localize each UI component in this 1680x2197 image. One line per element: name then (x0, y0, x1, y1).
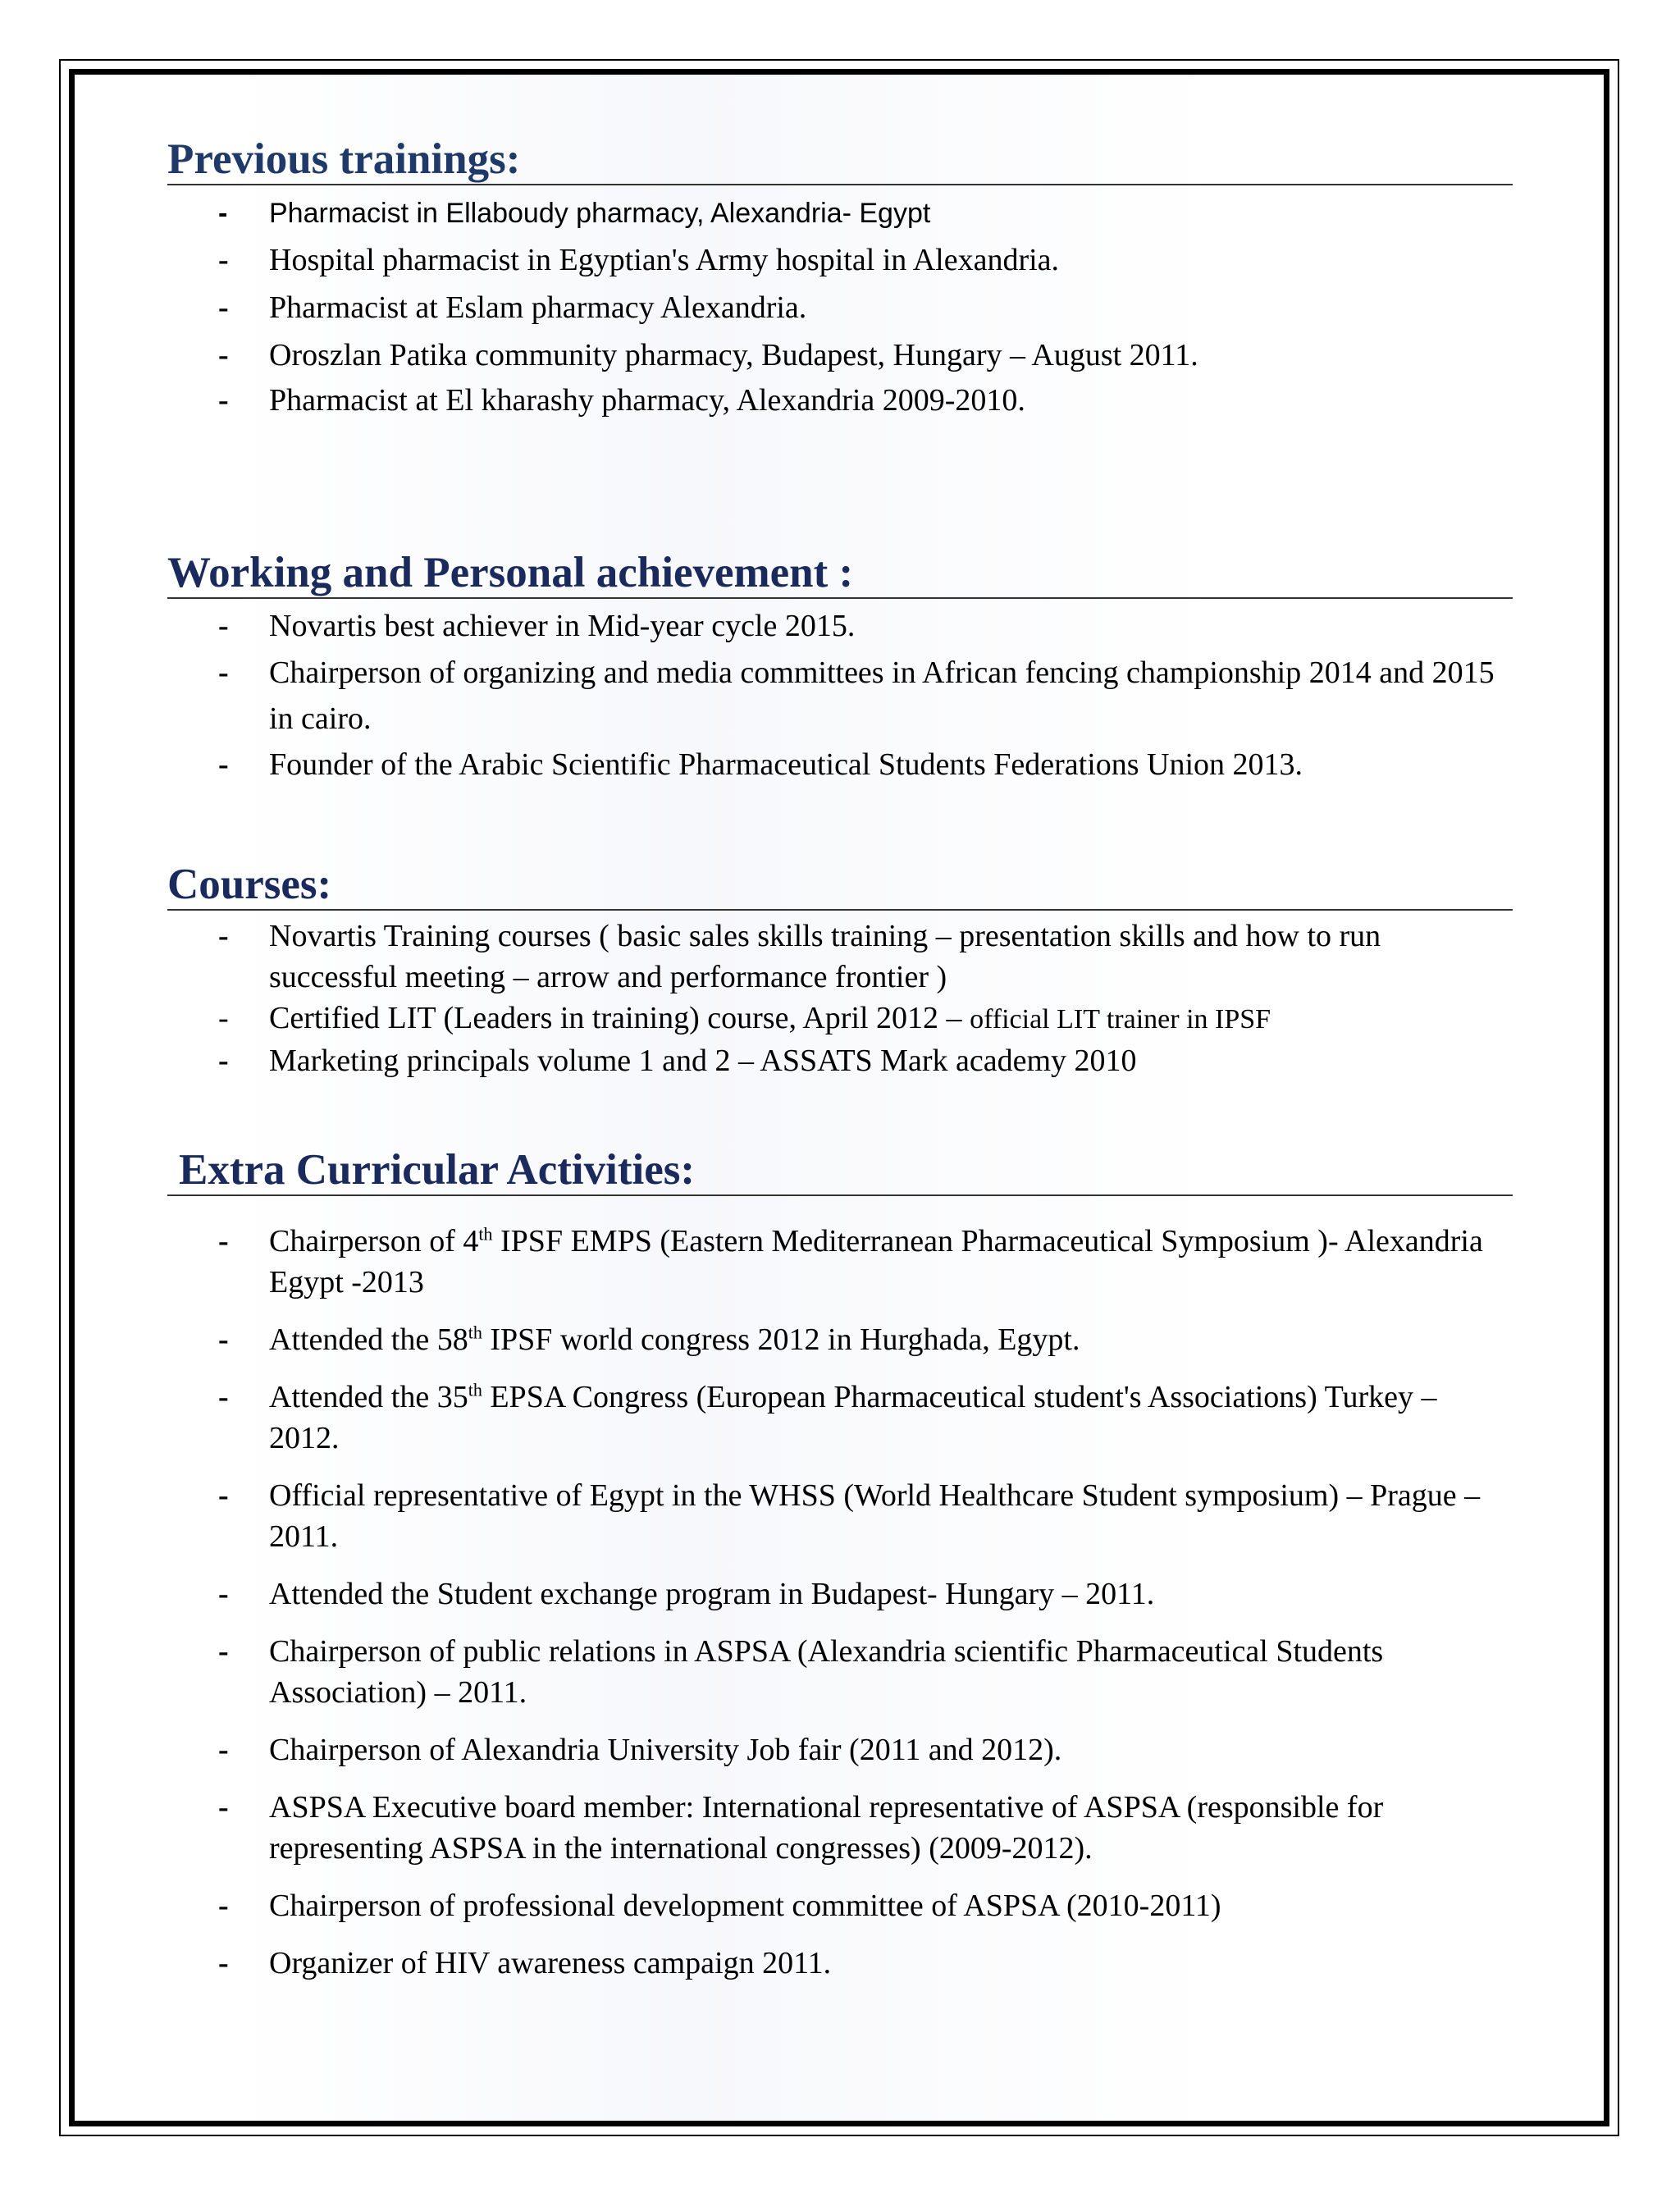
list-achievements (167, 602, 1513, 788)
section-extra-curricular (167, 1145, 1513, 1984)
list-courses (167, 916, 1513, 1081)
list-item: - Chairperson of organizing and media committees in African fencing championship 2014 and 2015 in cairo. (218, 655, 1495, 736)
list-item: - Novartis Training courses ( basic sales skills training – presentation skills and how to run successful meeting – arrow and performance frontier ) (218, 919, 1381, 994)
list-item: - Attended the Student exchange program in Budapest- Hungary – 2011. (218, 1577, 1155, 1611)
list-item: - Founder of the Arabic Scientific Pharmaceutical Students Federations Union 2013. (218, 747, 1303, 782)
list-item: - Certified LIT (Leaders in training) course, April 2012 – official LIT trainer in IPSF (218, 1001, 1271, 1035)
list-item: - Marketing principals volume 1 and 2 – ASSATS Mark academy 2010 (218, 1044, 1137, 1078)
list-item: - Official representative of Egypt in the WHSS (World Healthcare Student symposium) – Prague – 2011. (218, 1478, 1481, 1554)
list-item: - Chairperson of 4th IPSF EMPS (Eastern Mediterranean Pharmaceutical Symposium )- Alexandria Egypt -2013 (218, 1223, 1483, 1299)
list-item: - Chairperson of Alexandria University Job fair (2011 and 2012). (218, 1733, 1062, 1767)
list-extra-curricular (167, 1221, 1513, 1984)
section-courses (167, 860, 1513, 1081)
list-item: - Chairperson of public relations in ASPSA (Alexandria scientific Pharmaceutical Students Association) – 2011. (218, 1634, 1384, 1710)
list-item: - Hospital pharmacist in Egyptian's Army hospital in Alexandria. (218, 243, 1060, 277)
heading-extra-curricular: Extra Curricular Activities: (167, 1145, 1513, 1196)
list-item: - Organizer of HIV awareness campaign 2011. (218, 1946, 832, 1980)
list-previous-trainings (167, 190, 1513, 422)
list-item: - Attended the 58th IPSF world congress 2012 in Hurghada, Egypt. (218, 1322, 1080, 1357)
heading-previous-trainings: Previous trainings: (167, 135, 1513, 185)
heading-achievements: Working and Personal achievement : (167, 548, 1513, 599)
list-item: - Novartis best achiever in Mid-year cycle 2015. (218, 609, 856, 643)
heading-courses: Courses: (167, 860, 1513, 911)
list-item: - Pharmacist at El kharashy pharmacy, Alexandria 2009-2010. (218, 383, 1025, 418)
list-item: - Pharmacist in Ellaboudy pharmacy, Alexandria- Egypt (218, 198, 931, 229)
list-item: - Chairperson of professional development committee of ASPSA (2010-2011) (218, 1889, 1221, 1923)
list-item: - Attended the 35th EPSA Congress (European Pharmaceutical student's Associations) Turkey – 2012. (218, 1379, 1437, 1455)
list-item: - Oroszlan Patika community pharmacy, Budapest, Hungary – August 2011. (218, 338, 1198, 372)
section-previous-trainings (167, 135, 1513, 422)
section-achievements (167, 548, 1513, 788)
list-item: - Pharmacist at Eslam pharmacy Alexandria. (218, 290, 807, 325)
list-item: - ASPSA Executive board member: International representative of ASPSA (responsible for representing ASPSA in the international congresses) (2009-2012). (218, 1790, 1384, 1866)
